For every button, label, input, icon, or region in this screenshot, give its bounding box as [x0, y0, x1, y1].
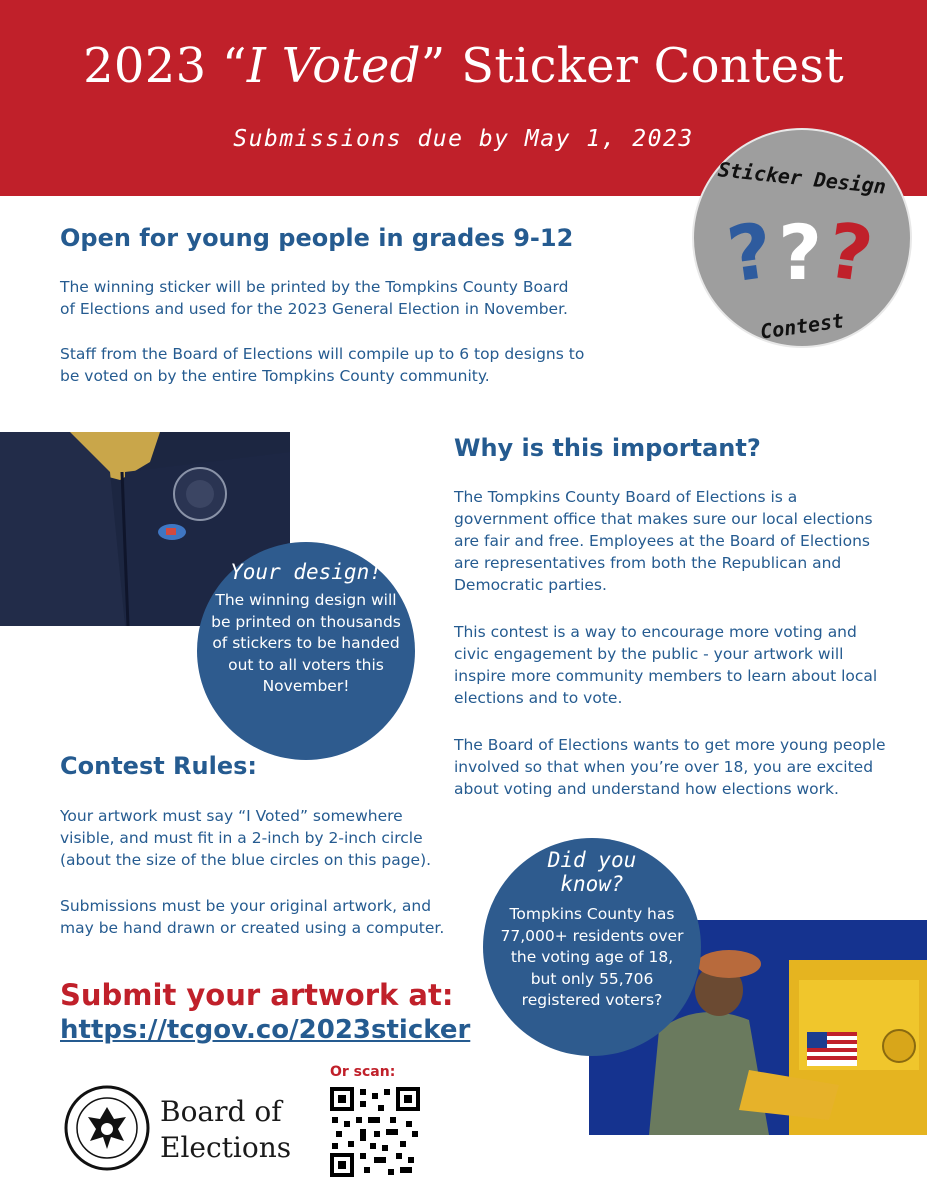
why-paragraph-2: This contest is a way to encourage more voting and civic engagement by the public - your artwork will inspire more community members to learn about local elections and to vote. — [454, 623, 878, 707]
did-you-know-text: Tompkins County has 77,000+ residents over the voting age of 18, but only 55,706 registered voters? — [500, 905, 684, 1009]
your-design-circle — [197, 542, 415, 760]
why-heading: Why is this important? — [454, 434, 761, 462]
badge-top-text: Sticker Design — [716, 157, 888, 199]
sticker-design-badge — [692, 128, 912, 348]
why-paragraph-1: The Tompkins County Board of Elections is a government office that makes sure our local elections are fair and free. Employees at the Board of Elections are representatives from both the Republican and Democratic parties. — [454, 488, 873, 594]
intro-heading: Open for young people in grades 9-12 — [60, 224, 574, 252]
qr-code[interactable] — [330, 1087, 420, 1177]
submit-heading: Submit your artwork at: — [60, 978, 454, 1012]
rules-heading: Contest Rules: — [60, 752, 258, 780]
did-you-know-script: Did you know? — [547, 848, 637, 896]
submit-link[interactable]: https://tcgov.co/2023sticker — [60, 1015, 471, 1045]
your-design-script: Your design! — [230, 560, 382, 584]
why-paragraph-3: The Board of Elections wants to get more young people involved so that when you’re over 18, you are excited about voting and understand how elections work. — [454, 736, 886, 798]
intro-paragraph-2: Staff from the Board of Elections will compile up to 6 top designs to be voted on by the entire Tompkins County community. — [60, 345, 585, 385]
rules-paragraph-1: Your artwork must say “I Voted” somewhere visible, and must fit in a 2-inch by 2-inch circle (about the size of the blue circles on this page). — [60, 807, 432, 869]
due-date: Submissions due by May 1, 2023 — [233, 126, 694, 152]
question-mark-icon: ? — [778, 208, 823, 297]
question-mark-icon: ? — [722, 205, 779, 300]
badge-bottom-text: Contest — [758, 308, 846, 344]
your-design-text: The winning design will be printed on thousands of stickers to be handed out to all voters this November! — [211, 591, 401, 695]
did-you-know-circle — [483, 838, 701, 1056]
county-seal-logo — [64, 1085, 150, 1171]
rules-paragraph-2: Submissions must be your original artwork, and may be hand drawn or created using a computer. — [60, 897, 445, 937]
page-title: 2023 “I Voted” Sticker Contest — [83, 38, 844, 94]
question-mark-icon: ? — [822, 205, 879, 300]
intro-paragraph-1: The winning sticker will be printed by the Tompkins County Board of Elections and used for the 2023 General Election in November. — [60, 278, 569, 318]
scan-label: Or scan: — [330, 1064, 396, 1080]
board-of-elections-name: Board of Elections — [160, 1095, 292, 1164]
